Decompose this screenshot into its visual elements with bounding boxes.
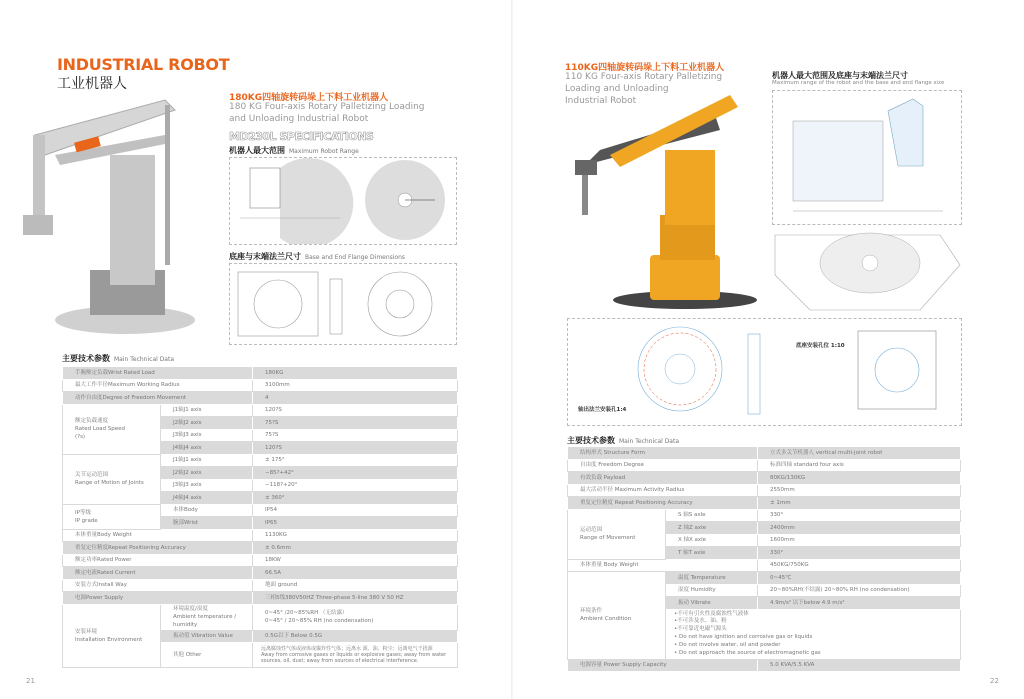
flange-drawing-right [567, 318, 962, 426]
product-title-en-right-3: Industrial Robot [565, 96, 637, 106]
table-row [63, 579, 458, 592]
robot-180kg-image [15, 95, 230, 345]
table-row [63, 529, 458, 542]
table-cell: 1130KG [253, 529, 458, 542]
table-cell: J1轴J1 axis [161, 404, 253, 417]
table-cell: 地面 ground [253, 579, 458, 592]
table-cell: 330° [758, 547, 961, 560]
table-cell: 腕部Wrist [161, 517, 253, 530]
table-row [568, 659, 961, 672]
table-cell: 330° [758, 509, 961, 522]
table-row [63, 567, 458, 580]
table-row [568, 509, 961, 522]
table-row [568, 447, 961, 460]
table-cell: 最大工作半径Maximum Working Radius [63, 379, 253, 392]
table-cell: 温度 Temperature [666, 572, 758, 585]
range-drawing [229, 157, 457, 245]
table-cell: 66.5A [253, 567, 458, 580]
page-title: INDUSTRIAL ROBOT [57, 55, 230, 74]
table-cell: 振动 Vibrate [666, 597, 758, 610]
table-cell: 手腕额定负载Wrist Rated Load [63, 367, 253, 380]
robot-110kg-image [570, 95, 770, 310]
table-cell: 额定功率Rated Power [63, 554, 253, 567]
table-cell: ± 1mm [758, 497, 961, 510]
right-table-heading: 主要技术参数 Main Technical Data [567, 436, 680, 445]
table-cell: 20~80%RH(不结露) 20~80% RH (no condensation) [758, 584, 961, 597]
table-row [63, 592, 458, 605]
page-number-right: 22 [990, 677, 999, 685]
flange-drawing [229, 263, 457, 345]
table-cell: 结构形式 Structure Form [568, 447, 758, 460]
table-cell: 环境温度/湿度 Ambient temperature / humidity [161, 604, 253, 630]
table-row [63, 367, 458, 380]
base-label: 底座安装孔位 1:10 [796, 343, 845, 349]
table-cell: 安装方式Install Way [63, 579, 253, 592]
table-cell: 120?S [253, 442, 458, 455]
table-cell: ± 360° [253, 492, 458, 505]
table-row [63, 392, 458, 405]
table-cell: 标准四轴 standard four axis [758, 459, 961, 472]
table-cell: 电源容量 Power Supply Capacity [568, 659, 758, 672]
table-cell: −85?+42° [253, 467, 458, 480]
table-cell: 2400mm [758, 522, 961, 535]
table-cell: 立式多关节机器人 vertical multi-joint robot [758, 447, 961, 460]
table-cell: J1轴J1 axis [161, 454, 253, 467]
table-cell: J3轴J3 axis [161, 429, 253, 442]
table-cell: IP65 [253, 517, 458, 530]
table-cell: 80KG/130KG [758, 472, 961, 485]
table-row [63, 542, 458, 555]
table-cell: J2轴J2 axis [161, 417, 253, 430]
table-cell: 180KG [253, 367, 458, 380]
table-cell: J2轴J2 axis [161, 467, 253, 480]
table-cell: 重复定位精度 Repeat Positioning Accuracy [568, 497, 758, 510]
table-cell: IP54 [253, 504, 458, 517]
table-cell: 远离腐蚀性气体或液体或爆炸性气体；远离水 源、油、粉尘；远离电气干扰源 Away from corrosive gases or liquids or explosive gases; away from water sources, oil, dust; away from sources of electrical interference. [253, 643, 458, 668]
table-row [568, 559, 961, 572]
table-cell: 额定电流Rated Current [63, 567, 253, 580]
table-cell: 其他 Other [161, 643, 253, 668]
table-cell: 环境条件 Ambient Condition [568, 572, 666, 660]
table-row [568, 484, 961, 497]
table-cell: 18KW [253, 554, 458, 567]
table-cell: T 轴T axle [666, 547, 758, 560]
table-cell: 额定负载速度 Rated Load Speed (?s) [63, 404, 161, 454]
table-cell: 湿度 Humidity [666, 584, 758, 597]
table-cell: S 轴S axle [666, 509, 758, 522]
table-row [63, 554, 458, 567]
top-view-range-drawing [770, 225, 962, 315]
table-cell: 关节运动范围 Range of Motion of Joints [63, 454, 161, 504]
flange-label: 轴出法兰安装孔1:4 [578, 407, 627, 413]
table-cell: 重复定位精度Repeat Positioning Accuracy [63, 542, 253, 555]
range-subheading-right: Maximum range of the robot and the base and end flange size [772, 80, 945, 86]
table-cell: Z 轴Z axle [666, 522, 758, 535]
table-row [568, 497, 961, 510]
table-cell: IP等级 IP grade [63, 504, 161, 529]
flange-heading: 底座与末端法兰尺寸 Base and End Flange Dimensions [229, 252, 406, 261]
table-row [63, 404, 458, 417]
range-heading: 机器人最大范围 Maximum Robot Range [229, 146, 359, 155]
table-row [568, 572, 961, 585]
range-heading-right: 机器人最大范围及底座与末端法兰尺寸 [772, 71, 908, 80]
table-cell: 0.5G以下 Below 0.5G [253, 630, 458, 643]
product-title-en-right-2: Loading and Unloading [565, 84, 669, 94]
table-cell: 1600mm [758, 534, 961, 547]
table-cell: 75?S [253, 429, 458, 442]
range-drawing-right [772, 90, 962, 225]
table-cell: 4 [253, 392, 458, 405]
product-title-en-2: and Unloading Industrial Robot [229, 114, 369, 124]
product-title-cn: 180KG四轴旋转码垛上下料工业机器人 [229, 93, 389, 103]
product-title-cn-right: 110KG四轴旋转码垛上下料工业机器人 [565, 63, 725, 73]
table-cell: 三相5线380V50HZ Three-phase 5-line 380 V 50 HZ [253, 592, 458, 605]
page-title-cn: 工业机器人 [57, 76, 127, 92]
table-cell: 0~45℃ [758, 572, 961, 585]
table-cell: 最大活动半径 Maximum Activity Radius [568, 484, 758, 497]
table-cell: 5.0 KVA/5.5 KVA [758, 659, 961, 672]
table-cell: J4轴J4 axis [161, 442, 253, 455]
table-cell: 120?S [253, 404, 458, 417]
table-cell: 安装环境 Installation Environment [63, 604, 161, 668]
table-cell: J4轴J4 axis [161, 492, 253, 505]
table-row [63, 504, 458, 517]
table-cell: 本体Body [161, 504, 253, 517]
product-title-en-1: 180 KG Four-axis Rotary Palletizing Loading [229, 102, 425, 112]
table-cell: 75?S [253, 417, 458, 430]
spec-title: MD230L SPECIFICATIONS [229, 130, 374, 143]
page-number-left: 21 [26, 677, 35, 685]
table-cell: 0~45° /20~85%RH （无结露） 0~45° / 20~85% RH (no condensation) [253, 604, 458, 630]
table-cell: J3轴J3 axis [161, 479, 253, 492]
table-cell: 振动值 Vibration Value [161, 630, 253, 643]
product-title-en-right-1: 110 KG Four-axis Rotary Palletizing [565, 72, 723, 82]
table-cell: 运动范围 Range of Movement [568, 509, 666, 559]
table-cell: 4.9m/s² 以下below 4.9 m/s² [758, 597, 961, 610]
table-cell: •不可有引火性及腐蚀性气液体 •不可涉及水、油、粉 •不可靠近电磁气源头 • Do not have ignition and corrosive gas or liquids • Do not involve water, oil and powder • Do not approach the source of electromagnetic gas [666, 609, 961, 659]
page-fold [511, 0, 513, 699]
table-row [568, 472, 961, 485]
table-cell: X 轴X axle [666, 534, 758, 547]
table-row [568, 459, 961, 472]
table-row [63, 604, 458, 630]
table-cell: 本体重量Body Weight [63, 529, 253, 542]
table-cell: ± 175° [253, 454, 458, 467]
table-cell: 3100mm [253, 379, 458, 392]
table-row [63, 379, 458, 392]
right-spec-table [567, 446, 961, 672]
left-table-heading: 主要技术参数 Main Technical Data [62, 354, 175, 363]
table-row [63, 454, 458, 467]
table-cell: −118?+20° [253, 479, 458, 492]
table-cell: 450KG/750KG [758, 559, 961, 572]
left-spec-table [62, 366, 458, 668]
table-cell: 本体重量 Body Weight [568, 559, 758, 572]
table-cell: 动作自由度Degree of Freedom Movement [63, 392, 253, 405]
table-cell: 电源Power Supply [63, 592, 253, 605]
table-cell: 自由度 Freedom Degree [568, 459, 758, 472]
table-cell: 2550mm [758, 484, 961, 497]
table-cell: 有效负载 Payload [568, 472, 758, 485]
table-cell: ± 0.6mm [253, 542, 458, 555]
